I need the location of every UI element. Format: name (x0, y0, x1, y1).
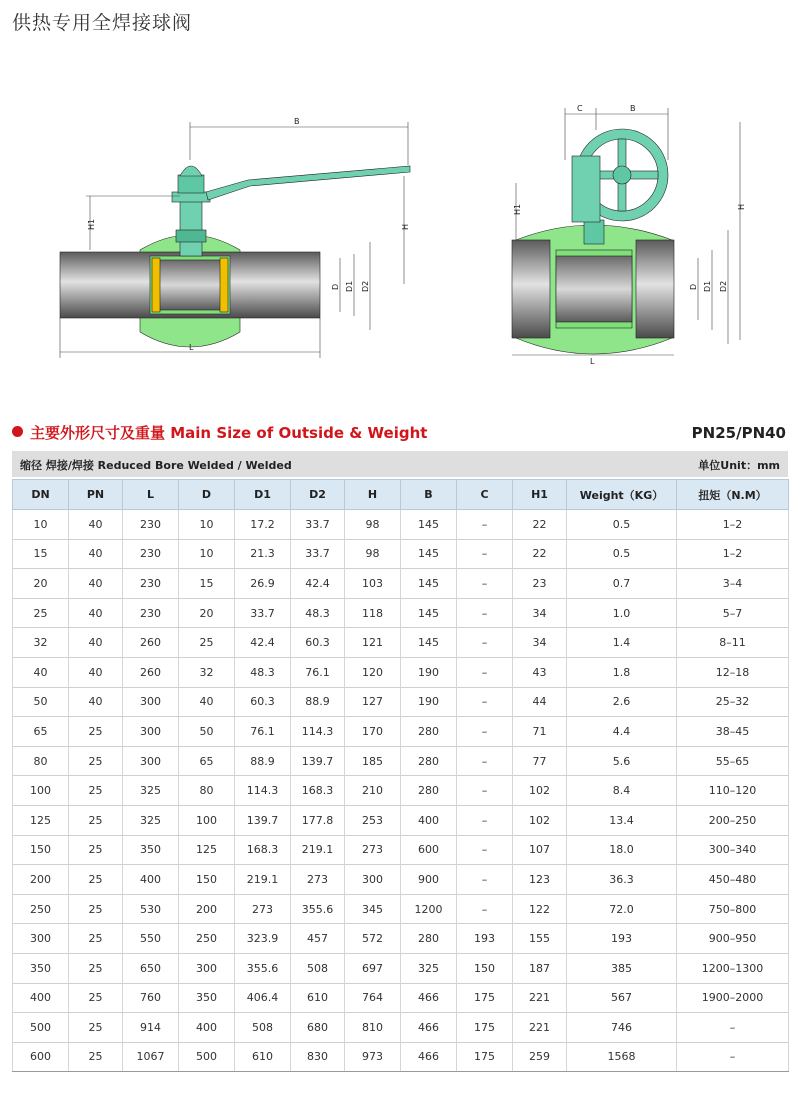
table-cell: 280 (401, 717, 457, 747)
table-cell: 466 (401, 1013, 457, 1043)
table-cell: 21.3 (235, 539, 291, 569)
table-cell: 400 (179, 1013, 235, 1043)
table-cell: 44 (513, 687, 567, 717)
table-row (13, 717, 789, 747)
table-cell: 25 (69, 983, 123, 1013)
table-cell: 3–4 (677, 569, 789, 599)
table-cell: 273 (291, 865, 345, 895)
column-header: D1 (235, 480, 291, 510)
section-header (12, 422, 788, 444)
table-cell: 155 (513, 924, 567, 954)
table-cell: 33.7 (291, 510, 345, 540)
table-cell: 25 (69, 746, 123, 776)
table-cell: 260 (123, 657, 179, 687)
table-cell: – (457, 805, 513, 835)
table-cell: 25–32 (677, 687, 789, 717)
table-cell: – (457, 510, 513, 540)
table-cell: 219.1 (291, 835, 345, 865)
table-cell: 40 (179, 687, 235, 717)
table-cell: 25 (69, 924, 123, 954)
lever-valve-drawing (60, 122, 410, 358)
table-cell: 355.6 (291, 894, 345, 924)
table-cell: 40 (13, 657, 69, 687)
table-cell: 25 (69, 953, 123, 983)
table-cell: 1–2 (677, 510, 789, 540)
table-cell: 98 (345, 510, 401, 540)
table-cell: 100 (13, 776, 69, 806)
table-cell: 1200–1300 (677, 953, 789, 983)
table-cell: 150 (457, 953, 513, 983)
table-cell: 650 (123, 953, 179, 983)
table-cell: – (457, 628, 513, 658)
table-row (13, 687, 789, 717)
table-cell: 250 (179, 924, 235, 954)
table-cell: 43 (513, 657, 567, 687)
table-cell: 127 (345, 687, 401, 717)
table-cell: 25 (69, 717, 123, 747)
table-cell: 36.3 (567, 865, 677, 895)
dim-label-L-right: L (590, 357, 595, 366)
table-cell: 25 (69, 1042, 123, 1072)
table-cell: 973 (345, 1042, 401, 1072)
table-cell: 764 (345, 983, 401, 1013)
table-cell: 107 (513, 835, 567, 865)
table-cell: 280 (401, 746, 457, 776)
unit-label: 单位Unit：mm (698, 459, 780, 472)
table-cell: 139.7 (235, 805, 291, 835)
table-cell: 15 (179, 569, 235, 599)
table-row (13, 539, 789, 569)
table-cell: 4.4 (567, 717, 677, 747)
table-cell: 190 (401, 657, 457, 687)
table-cell: 323.9 (235, 924, 291, 954)
table-cell: 13.4 (567, 805, 677, 835)
table-cell: 88.9 (291, 687, 345, 717)
table-row (13, 628, 789, 658)
table-cell: 110–120 (677, 776, 789, 806)
table-cell: 25 (69, 835, 123, 865)
table-cell: 230 (123, 569, 179, 599)
valve-drawings (0, 80, 800, 380)
table-cell: 120 (345, 657, 401, 687)
table-cell: – (457, 776, 513, 806)
table-cell: 550 (123, 924, 179, 954)
table-cell: 145 (401, 510, 457, 540)
table-cell: 193 (567, 924, 677, 954)
table-cell: 187 (513, 953, 567, 983)
table-cell: 20 (13, 569, 69, 599)
table-cell: 273 (345, 835, 401, 865)
table-cell: 175 (457, 983, 513, 1013)
table-cell: 466 (401, 1042, 457, 1072)
table-cell: 230 (123, 510, 179, 540)
table-cell: 300 (345, 865, 401, 895)
table-cell: 175 (457, 1013, 513, 1043)
table-cell: 193 (457, 924, 513, 954)
column-header: H (345, 480, 401, 510)
table-cell: 118 (345, 598, 401, 628)
table-cell: 25 (13, 598, 69, 628)
page-title: 供热专用全焊接球阀 (12, 12, 193, 34)
table-cell: 65 (13, 717, 69, 747)
table-cell: 60.3 (291, 628, 345, 658)
table-cell: 40 (69, 510, 123, 540)
table-cell: 400 (13, 983, 69, 1013)
table-cell: 300 (123, 687, 179, 717)
table-cell: 40 (69, 539, 123, 569)
table-cell: 25 (179, 628, 235, 658)
table-cell: 102 (513, 805, 567, 835)
table-cell: 10 (179, 510, 235, 540)
table-cell: 253 (345, 805, 401, 835)
table-cell: 34 (513, 598, 567, 628)
table-row (13, 894, 789, 924)
table-cell: 10 (179, 539, 235, 569)
table-cell: 10 (13, 510, 69, 540)
dim-label-H1: H1 (87, 218, 96, 230)
table-cell: 350 (13, 953, 69, 983)
table-cell: 1.4 (567, 628, 677, 658)
table-cell: 1–2 (677, 539, 789, 569)
table-cell: 80 (13, 746, 69, 776)
table-cell: 280 (401, 924, 457, 954)
table-cell: 48.3 (291, 598, 345, 628)
table-subtitle: 缩径 焊接/焊接 Reduced Bore Welded / Welded (20, 459, 292, 472)
table-cell: 697 (345, 953, 401, 983)
table-subtitle-bar (12, 451, 788, 477)
table-cell: 50 (179, 717, 235, 747)
table-cell: 177.8 (291, 805, 345, 835)
table-cell: 114.3 (235, 776, 291, 806)
table-cell: – (677, 1042, 789, 1072)
table-cell: 15 (13, 539, 69, 569)
table-cell: 72.0 (567, 894, 677, 924)
table-cell: 221 (513, 1013, 567, 1043)
table-cell: 25 (69, 805, 123, 835)
dim-label-D1-right: D1 (703, 280, 712, 292)
table-row (13, 1042, 789, 1072)
table-cell: 1200 (401, 894, 457, 924)
table-cell: 25 (69, 776, 123, 806)
table-cell: 830 (291, 1042, 345, 1072)
table-cell: 17.2 (235, 510, 291, 540)
table-cell: 121 (345, 628, 401, 658)
table-cell: 760 (123, 983, 179, 1013)
table-cell: – (677, 1013, 789, 1043)
table-cell: 219.1 (235, 865, 291, 895)
table-cell: 40 (69, 569, 123, 599)
table-cell: 466 (401, 983, 457, 1013)
table-cell: 300 (179, 953, 235, 983)
table-cell: 32 (13, 628, 69, 658)
table-cell: 325 (123, 776, 179, 806)
pressure-rating: PN25/PN40 (691, 424, 786, 442)
dim-label-H1-right: H1 (513, 203, 522, 215)
table-cell: 325 (401, 953, 457, 983)
table-cell: 746 (567, 1013, 677, 1043)
table-cell: 65 (179, 746, 235, 776)
table-cell: 40 (69, 598, 123, 628)
table-cell: 98 (345, 539, 401, 569)
table-cell: 450–480 (677, 865, 789, 895)
table-cell: 145 (401, 569, 457, 599)
table-cell: 230 (123, 598, 179, 628)
table-cell: 280 (401, 776, 457, 806)
table-cell: 8–11 (677, 628, 789, 658)
table-cell: 610 (235, 1042, 291, 1072)
table-cell: 139.7 (291, 746, 345, 776)
table-cell: 500 (13, 1013, 69, 1043)
table-cell: 610 (291, 983, 345, 1013)
table-cell: 572 (345, 924, 401, 954)
table-row (13, 746, 789, 776)
table-cell: 125 (13, 805, 69, 835)
table-cell: 71 (513, 717, 567, 747)
table-cell: 1.0 (567, 598, 677, 628)
table-cell: 122 (513, 894, 567, 924)
table-cell: 200–250 (677, 805, 789, 835)
table-cell: 22 (513, 510, 567, 540)
table-cell: 40 (69, 628, 123, 658)
table-cell: 168.3 (291, 776, 345, 806)
table-cell: 40 (69, 687, 123, 717)
table-cell: 60.3 (235, 687, 291, 717)
table-cell: 300 (123, 717, 179, 747)
table-cell: 102 (513, 776, 567, 806)
table-cell: 32 (179, 657, 235, 687)
table-cell: 300–340 (677, 835, 789, 865)
table-cell: 12–18 (677, 657, 789, 687)
table-cell: 500 (179, 1042, 235, 1072)
table-cell: 34 (513, 628, 567, 658)
dim-label-D1: D1 (345, 280, 354, 292)
table-cell: – (457, 894, 513, 924)
table-cell: 900–950 (677, 924, 789, 954)
table-cell: 170 (345, 717, 401, 747)
table-cell: 350 (123, 835, 179, 865)
table-cell: 221 (513, 983, 567, 1013)
table-cell: 185 (345, 746, 401, 776)
table-cell: 1.8 (567, 657, 677, 687)
table-cell: 50 (13, 687, 69, 717)
table-row (13, 598, 789, 628)
table-row (13, 569, 789, 599)
table-cell: 1568 (567, 1042, 677, 1072)
table-cell: 400 (123, 865, 179, 895)
table-cell: 25 (69, 865, 123, 895)
table-cell: 230 (123, 539, 179, 569)
table-cell: 42.4 (291, 569, 345, 599)
table-cell: 508 (235, 1013, 291, 1043)
column-header: Weight（KG） (567, 480, 677, 510)
table-cell: – (457, 835, 513, 865)
table-cell: 406.4 (235, 983, 291, 1013)
table-cell: 260 (123, 628, 179, 658)
table-cell: – (457, 657, 513, 687)
dim-label-L: L (189, 343, 194, 352)
dim-label-B: B (294, 117, 300, 126)
table-cell: 8.4 (567, 776, 677, 806)
table-cell: 457 (291, 924, 345, 954)
dim-label-D: D (331, 283, 340, 290)
table-cell: 42.4 (235, 628, 291, 658)
table-cell: 103 (345, 569, 401, 599)
table-cell: 2.6 (567, 687, 677, 717)
table-row (13, 510, 789, 540)
table-cell: 5.6 (567, 746, 677, 776)
table-cell: 914 (123, 1013, 179, 1043)
table-cell: 100 (179, 805, 235, 835)
table-cell: 600 (401, 835, 457, 865)
table-cell: 168.3 (235, 835, 291, 865)
dim-label-B-right: B (630, 104, 636, 113)
table-cell: 1067 (123, 1042, 179, 1072)
table-cell: – (457, 687, 513, 717)
section-title: 主要外形尺寸及重量 Main Size of Outside & Weight (30, 424, 428, 442)
column-header: D2 (291, 480, 345, 510)
table-cell: 22 (513, 539, 567, 569)
table-cell: 26.9 (235, 569, 291, 599)
table-cell: 355.6 (235, 953, 291, 983)
table-row (13, 657, 789, 687)
table-row (13, 865, 789, 895)
table-cell: 300 (123, 746, 179, 776)
table-cell: 20 (179, 598, 235, 628)
dim-label-D2: D2 (361, 280, 370, 292)
table-cell: 250 (13, 894, 69, 924)
table-cell: 145 (401, 598, 457, 628)
table-cell: 25 (69, 894, 123, 924)
dim-label-H: H (401, 223, 410, 230)
table-cell: 1900–2000 (677, 983, 789, 1013)
table-cell: 900 (401, 865, 457, 895)
table-cell: 125 (179, 835, 235, 865)
table-cell: – (457, 717, 513, 747)
table-cell: 55–65 (677, 746, 789, 776)
table-cell: 123 (513, 865, 567, 895)
table-cell: 33.7 (291, 539, 345, 569)
table-cell: 273 (235, 894, 291, 924)
table-row (13, 924, 789, 954)
table-cell: – (457, 569, 513, 599)
table-cell: 48.3 (235, 657, 291, 687)
table-cell: 350 (179, 983, 235, 1013)
table-cell: 680 (291, 1013, 345, 1043)
dim-label-D-right: D (689, 283, 698, 290)
column-header: H1 (513, 480, 567, 510)
table-cell: 150 (13, 835, 69, 865)
table-header-row (13, 480, 789, 510)
table-cell: 385 (567, 953, 677, 983)
table-cell: 18.0 (567, 835, 677, 865)
table-row (13, 835, 789, 865)
table-row (13, 953, 789, 983)
table-cell: 40 (69, 657, 123, 687)
table-cell: 5–7 (677, 598, 789, 628)
table-row (13, 805, 789, 835)
table-cell: 88.9 (235, 746, 291, 776)
table-cell: 567 (567, 983, 677, 1013)
table-cell: – (457, 746, 513, 776)
dim-label-D2-right: D2 (719, 280, 728, 292)
column-header: C (457, 480, 513, 510)
table-cell: 810 (345, 1013, 401, 1043)
table-cell: 600 (13, 1042, 69, 1072)
dim-label-C-right: C (577, 104, 583, 113)
spec-table (12, 479, 789, 1072)
table-cell: – (457, 865, 513, 895)
table-cell: 25 (69, 1013, 123, 1043)
table-row (13, 776, 789, 806)
bullet-dot-icon (12, 426, 23, 437)
table-cell: 145 (401, 539, 457, 569)
table-cell: 76.1 (235, 717, 291, 747)
column-header: DN (13, 480, 69, 510)
table-cell: 530 (123, 894, 179, 924)
table-cell: 114.3 (291, 717, 345, 747)
table-cell: 38–45 (677, 717, 789, 747)
column-header: L (123, 480, 179, 510)
table-cell: 190 (401, 687, 457, 717)
table-cell: 325 (123, 805, 179, 835)
table-row (13, 1013, 789, 1043)
table-cell: 508 (291, 953, 345, 983)
table-cell: 150 (179, 865, 235, 895)
table-row (13, 983, 789, 1013)
column-header: PN (69, 480, 123, 510)
table-cell: 76.1 (291, 657, 345, 687)
table-cell: – (457, 539, 513, 569)
table-cell: 345 (345, 894, 401, 924)
table-cell: – (457, 598, 513, 628)
table-cell: 750–800 (677, 894, 789, 924)
table-cell: 23 (513, 569, 567, 599)
column-header: B (401, 480, 457, 510)
table-cell: 175 (457, 1042, 513, 1072)
table-cell: 259 (513, 1042, 567, 1072)
table-cell: 210 (345, 776, 401, 806)
dim-label-H-right: H (737, 203, 746, 210)
table-cell: 80 (179, 776, 235, 806)
column-header: 扭矩（N.M） (677, 480, 789, 510)
table-cell: 0.7 (567, 569, 677, 599)
table-cell: 200 (179, 894, 235, 924)
table-cell: 33.7 (235, 598, 291, 628)
table-cell: 77 (513, 746, 567, 776)
table-cell: 300 (13, 924, 69, 954)
table-cell: 0.5 (567, 539, 677, 569)
table-cell: 200 (13, 865, 69, 895)
table-cell: 145 (401, 628, 457, 658)
table-cell: 0.5 (567, 510, 677, 540)
table-cell: 400 (401, 805, 457, 835)
table-body (13, 510, 789, 1072)
column-header: D (179, 480, 235, 510)
gear-valve-drawing (512, 108, 740, 355)
